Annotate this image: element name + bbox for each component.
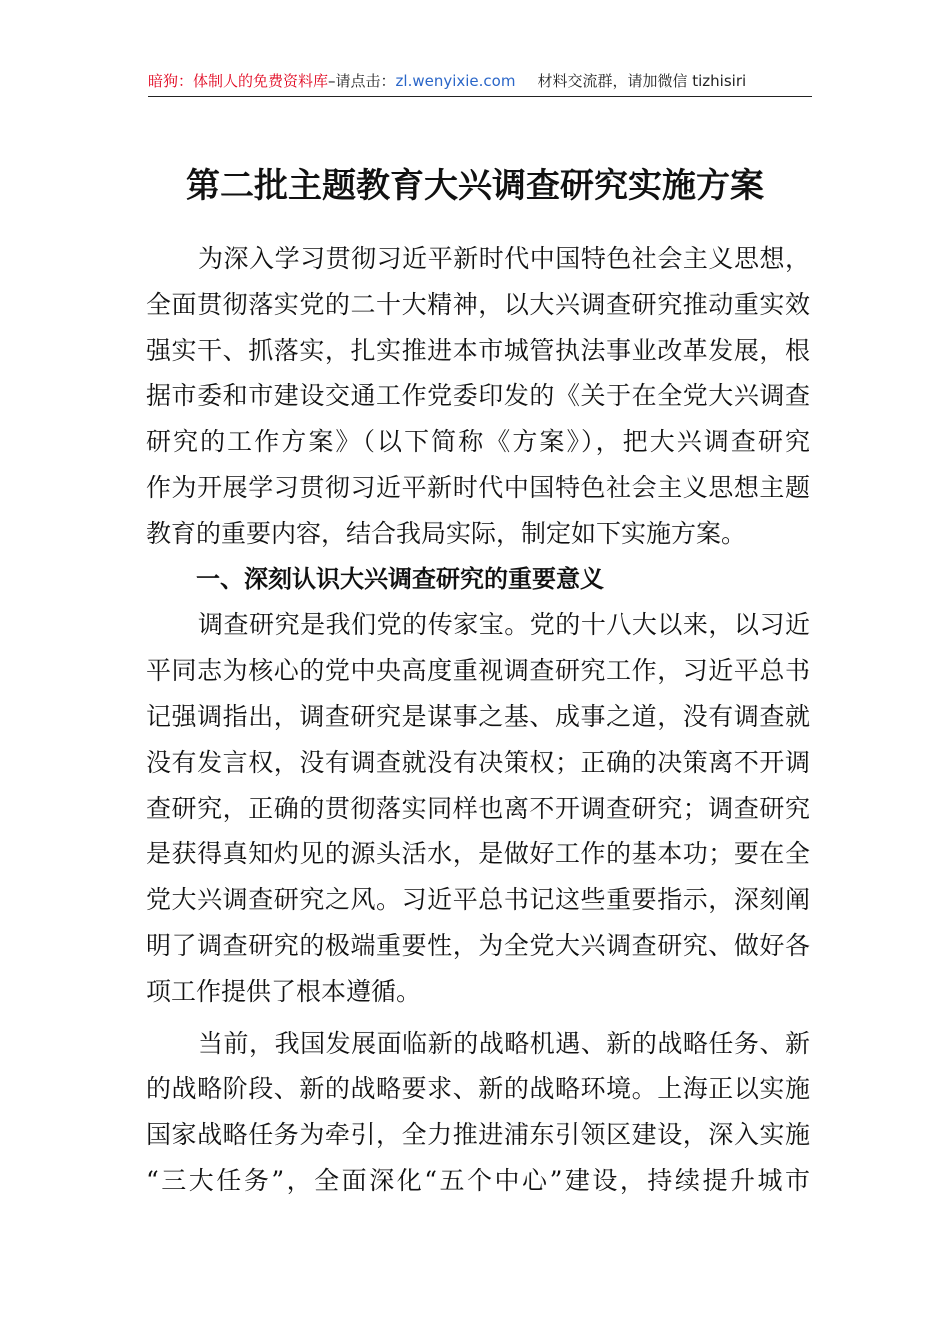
paragraph-line: 明了调查研究的极端重要性，为全党大兴调查研究、做好各: [146, 930, 810, 960]
click-label: –请点击：: [328, 72, 396, 90]
paragraph-line: 据市委和市建设交通工作党委印发的《关于在全党大兴调查: [146, 381, 810, 411]
paragraph-line: 记强调指出，调查研究是谋事之基、成事之道，没有调查就: [146, 701, 810, 731]
paragraph-line: 没有发言权，没有调查就没有决策权；正确的决策离不开调: [146, 747, 810, 777]
section-heading: 一、深刻认识大兴调查研究的重要意义: [196, 564, 604, 593]
paragraph-line: 的战略阶段、新的战略要求、新的战略环境。上海正以实施: [146, 1074, 810, 1104]
paragraph-line: 平同志为核心的党中央高度重视调查研究工作，习近平总书: [146, 656, 810, 686]
paragraph-line: 教育的重要内容，结合我局实际，制定如下实施方案。: [146, 518, 747, 548]
page-header: [148, 66, 812, 97]
site-url-link[interactable]: zl.wenyixie.com: [395, 72, 516, 90]
paragraph-line: 为深入学习贯彻习近平新时代中国特色社会主义思想，: [198, 244, 810, 273]
paragraph-line: 调查研究是我们党的传家宝。党的十八大以来，以习近: [198, 610, 810, 640]
wechat-note: 材料交流群，请加微信 tizhisiri: [537, 72, 747, 90]
paragraph-line: 是获得真知灼见的源头活水，是做好工作的基本功；要在全: [146, 839, 810, 869]
paragraph-line: 当前，我国发展面临新的战略机遇、新的战略任务、新: [198, 1028, 810, 1058]
paragraph-line: 党大兴调查研究之风。习近平总书记这些重要指示，深刻阐: [146, 885, 810, 915]
paragraph-line: 作为开展学习贯彻习近平新时代中国特色社会主义思想主题: [146, 472, 810, 502]
document-body: [146, 236, 810, 1204]
paragraph-line: 查研究，正确的贯彻落实同样也离不开调查研究；调查研究: [146, 793, 810, 823]
paragraph-line: 国家战略任务为牵引，全力推进浦东引领区建设，深入实施: [146, 1120, 810, 1150]
document-title: 第二批主题教育大兴调查研究实施方案: [186, 166, 764, 206]
paragraph-line: 研究的工作方案》（以下简称《方案》），把大兴调查研究: [146, 427, 810, 457]
paragraph-line: 项工作提供了根本遵循。: [146, 976, 422, 1006]
site-label: 暗狗：体制人的免费资料库: [148, 72, 329, 90]
paragraph-line: 强实干、抓落实，扎实推进本市城管执法事业改革发展，根: [146, 335, 810, 365]
paragraph-line: “三大任务”，全面深化“五个中心”建设，持续提升城市: [146, 1165, 810, 1195]
paragraph-line: 全面贯彻落实党的二十大精神，以大兴调查研究推动重实效: [146, 289, 810, 319]
